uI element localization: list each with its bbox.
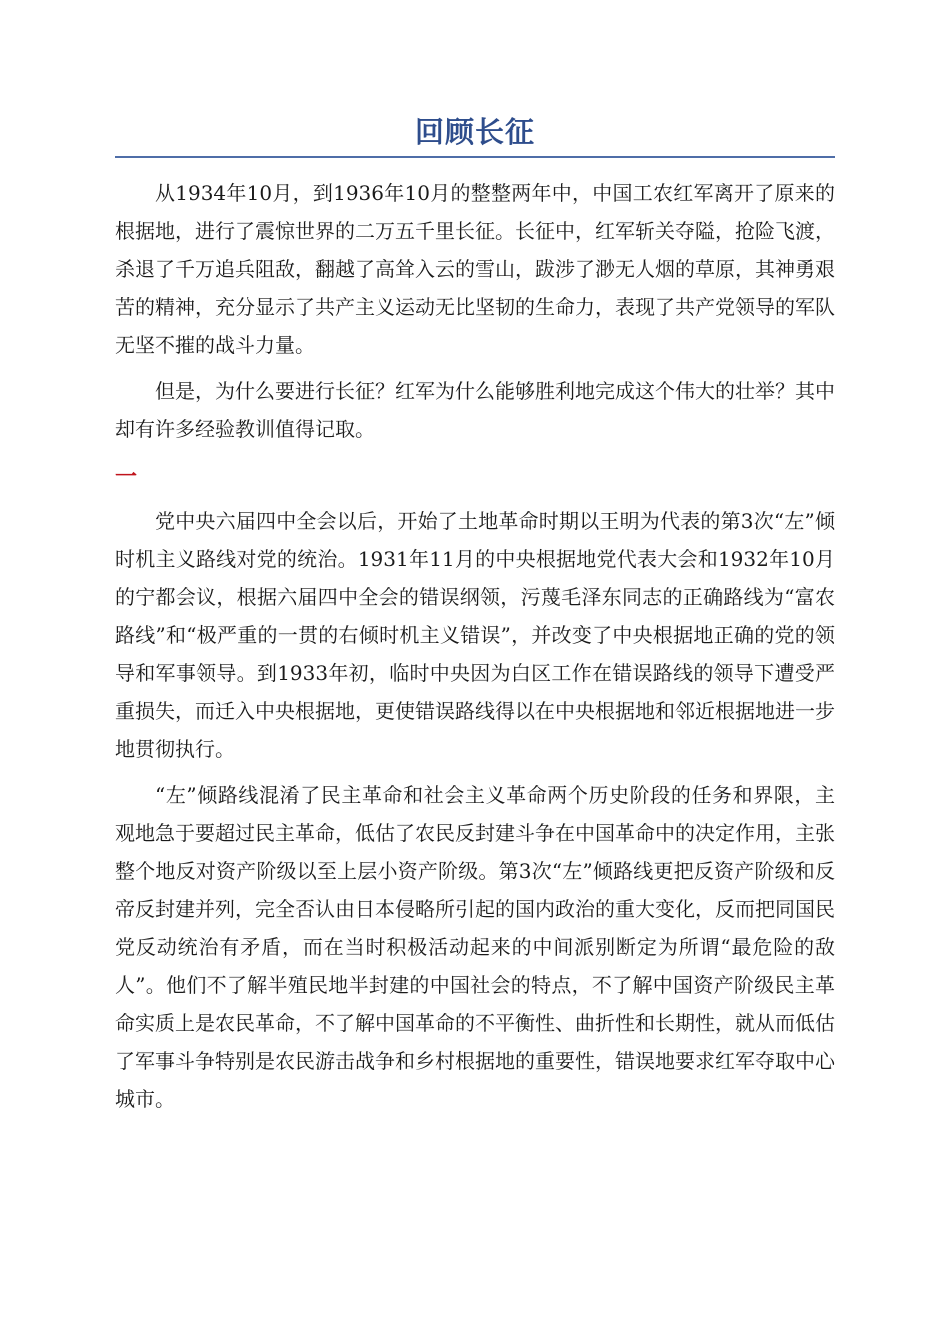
- section-one-paragraph-1: 党中央六届四中全会以后，开始了土地革命时期以王明为代表的第3次“左”倾时机主义路线对党的统治。1931年11月的中央根据地党代表大会和1932年10月的宁都会议，根据六届四中全会的错误纲领，污蔑毛泽东同志的正确路线为“富农路线”和“极严重的一贯的右倾时机主义错误”，并改变了中央根据地正确的党的领导和军事领导。到1933年初，临时中央因为白区工作在错误路线的领导下遭受严重损失，而迁入中央根据地，更使错误路线得以在中央根据地和邻近根据地进一步地贯彻执行。: [115, 509, 835, 761]
- document-title: 回顾长征: [414, 115, 535, 149]
- section-one-paragraph-2: “左”倾路线混淆了民主革命和社会主义革命两个历史阶段的任务和界限，主观地急于要超过民主革命，低估了农民反封建斗争在中国革命中的决定作用，主张整个地反对资产阶级以至上层小资产阶级。第3次“左”倾路线更把反资产阶级和反帝反封建并列，完全否认由日本侵略所引起的国内政治的重大变化，反而把同国民党反动统治有矛盾，而在当时积极活动起来的中间派别断定为所谓“最危险的敌人”。他们不了解半殖民地半封建的中国社会的特点，不了解中国资产阶级民主革命实质上是农民革命，不了解中国革命的不平衡性、曲折性和长期性，就从而低估了军事斗争特别是农民游击战争和乡村根据地的重要性，错误地要求红军夺取中心城市。: [115, 783, 835, 1111]
- document-page: [115, 110, 835, 1126]
- title-underline: [115, 156, 835, 158]
- intro-paragraph-2: 但是，为什么要进行长征？红军为什么能够胜利地完成这个伟大的壮举？其中却有许多经验教训值得记取。: [115, 379, 835, 441]
- section-one-marker: 一: [115, 464, 138, 490]
- intro-paragraph-1: 从1934年10月，到1936年10月的整整两年中，中国工农红军离开了原来的根据地，进行了震惊世界的二万五千里长征。长征中，红军斩关夺隘，抢险飞渡，杀退了千万追兵阻敌，翻越了高耸入云的雪山，跋涉了渺无人烟的草原，其神勇艰苦的精神，充分显示了共产主义运动无比坚韧的生命力，表现了共产党领导的军队无坚不摧的战斗力量。: [115, 181, 835, 357]
